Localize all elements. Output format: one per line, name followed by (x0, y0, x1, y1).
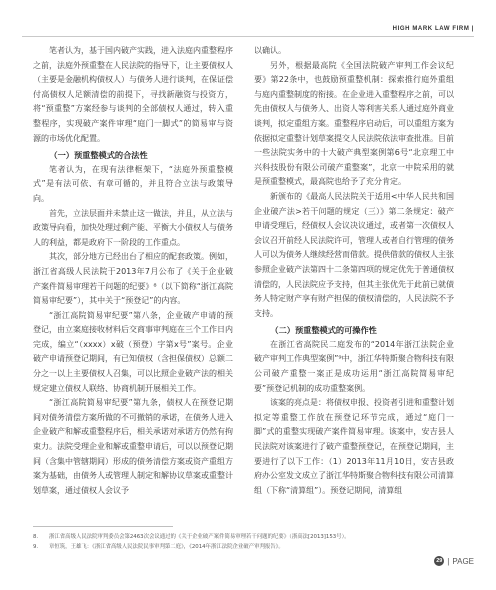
page-label: PAGE (452, 556, 474, 566)
page-number (434, 556, 474, 566)
section-heading: （二）预重整模式的可操作性 (270, 325, 377, 336)
footnote (33, 532, 453, 542)
footnote-divider (33, 526, 173, 527)
header-divider (22, 36, 474, 37)
paragraph: 以确认。 (254, 46, 286, 55)
paragraph: 另外，根据最高院《全国法院破产审判工作会议纪要》第22条中，也鼓励预重整机制：探索推行庭外重组与庭内重整制度的衔接。在企业进入重整程序之前，可以先由债权人与债务人、出资人等利害关系人通过庭外商业谈判，拟定重组方案。重整程序启动后，可以重组方案为依据拟定重整计划草案提交人民法院依法审查批准。目前一些法院实务中的十大破产典型案例第6号“北京理工中兴科技股份有限公司破产重整案”，北京一中院采用的就是预重整模式，最高院也给予了充分肯定。 (254, 60, 454, 187)
page-divider-glyph: | (447, 556, 450, 566)
paragraph: 该案的亮点是：将债权申报、投资者引进和重整计划拟定等重整工作放在预登记环节完成，通过“庭门一脚”式的重整实现破产案件简易审理。该案中，安吉县人民法院对该案进行了破产重整预登记，在预登记期间，主要进行了以下工作：（1）2013年11月10日，安吉县政府办公室发文成立了浙江华特斯聚合物科技有限公司清算组（下称“清算组”）。预登记期间，清算组 (254, 398, 454, 495)
right-column (254, 44, 454, 498)
left-column (33, 44, 233, 498)
paragraph: 首先，立法层面并未禁止这一做法，并且，从立法与政策导向看，加快处理过剩产能、平衡大小债权人与债务人的利益，都是政府下一阶段的工作重点。 (33, 208, 233, 247)
section-heading: （一）预重整模式的合法性 (49, 150, 148, 161)
paragraph: 新颁布的《最高人民法院关于适用<中华人民共和国企业破产法>若干问题的规定（三）》第二条规定：破产申请受理后，经债权人会议决议通过，或者第一次债权人会议召开前经人民法院许可，管理人或者自行管理的债务人可以为债务人继续经营而借款。提供借款的债权人主张参照企业破产法第四十二条第四项的规定优先于普通债权清偿的，人民法院应予支持，但其主张优先于此前已就债务人特定财产享有财产担保的债权清偿的，人民法院不予支持。 (254, 191, 454, 318)
paragraph: 笔者认为，基于国内破产实践，进入法庭内重整程序之前，法庭外预重整在人民法院的指导下，让主要债权人（主要是金融机构债权人）与债务人进行谈判，在保证偿付高债权人足额清偿的前提下，寻找新融资与投资方，将“预重整”方案经参与谈判的全部债权人通过，转入重整程序，实现破产案件审理“庭门一脚式”的简易审与资源的市场优化配置。 (33, 46, 233, 143)
footnote (33, 542, 453, 552)
paragraph: 笔者认为，在现有法律框架下，“法庭外预重整模式”是有法可依、有章可循的，并且符合立法与政策导向。 (33, 164, 233, 203)
page-number-badge: 29 (436, 558, 443, 564)
footnote-number: 9. (33, 544, 39, 550)
header-title: HIGH MARK LAW FIRM | (392, 26, 474, 32)
footnote-text: 浙江省高级人民法院审判委员会第2463次会议通过的《关于企业破产案件简易审理若干问题的纪要》（浙高法[2013]153号）。 (49, 534, 350, 540)
paragraph: “浙江高院简易审纪要”第九条，债权人在预登记期间对债务清偿方案所做的不可撤销的承诺，在债务人进入企业破产和解或重整程序后，相关承诺对承诺方仍然有拘束力。法院受理企业和解或重整申请后，可以以预登记期间（含集中管辖期间）形成的债务清偿方案或资产重组方案为基础，由债务人或管理人制定和解协议草案或重整计划草案，通过债权人会议予 (33, 398, 233, 495)
paragraph: “浙江高院简易审纪要”第八条，企业破产申请的预登记，由立案庭接收材料后交商事审判庭在三个工作日内完成，编立“（xxxx）x破（预登）字第x号”案号。企业破产申请预登记期间，有已知债权（含担保债权）总额二分之一以上主要债权人召集，可以比照企业破产法的相关规定建立债权人联络、协商机制开展相关工作。 (33, 310, 233, 393)
footnote-text: 章恒筑，王雄飞：《浙江省高级人民法院民事审判第二庭》，《2014年浙江法院企业破产审判报告》。 (49, 544, 284, 550)
paragraph: 其次，部分地方已经出台了相应的配套政策。例如，浙江省高级人民法院于2013年7月公布了《关于企业破产案件简易审理若干问题的纪要》⁸（以下简称“浙江高院简易审纪要”），其中关于“预登记”的内容。 (33, 252, 233, 306)
footnotes (33, 532, 453, 552)
footnote-number: 8. (33, 534, 39, 540)
paragraph: 在浙江省高院民二庭发布的“2014年浙江法院企业破产审判工作典型案例”⁹中，浙江华特斯聚合物科技有限公司破产重整一案正是成功运用“浙江高院简易审纪要”预登记机制的成功重整案例。 (254, 339, 454, 393)
